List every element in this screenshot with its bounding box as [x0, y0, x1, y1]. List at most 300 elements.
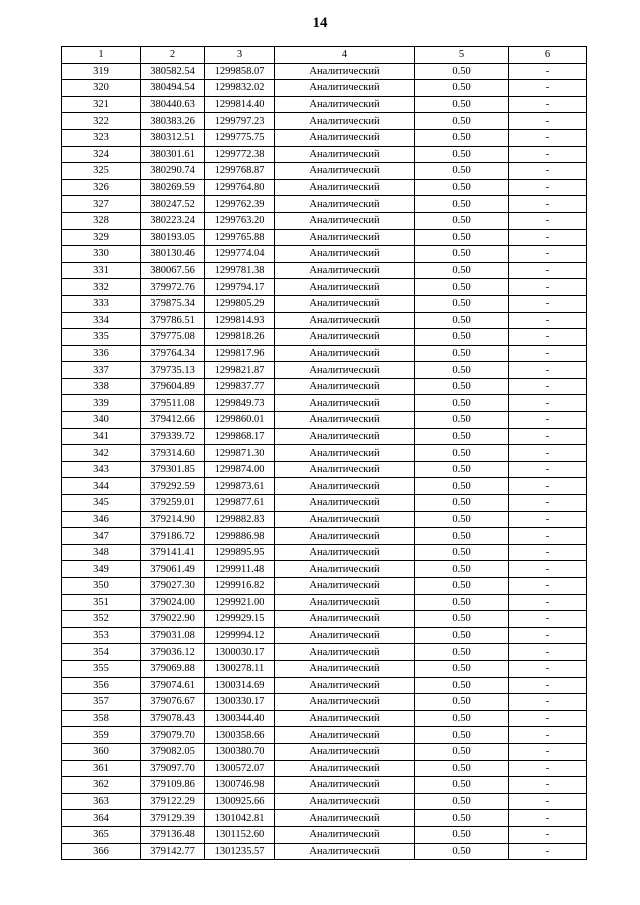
table-cell-col-4: Аналитический — [275, 262, 415, 279]
table-cell-col-4: Аналитический — [275, 495, 415, 512]
table-cell-col-2: 379314.60 — [141, 445, 205, 462]
table-cell-col-6: - — [509, 727, 587, 744]
table-cell-col-3: 1299832.02 — [205, 80, 275, 97]
table-cell-col-4: Аналитический — [275, 594, 415, 611]
table-cell-col-5: 0.50 — [415, 743, 509, 760]
table-cell-col-4: Аналитический — [275, 777, 415, 794]
table-cell-col-6: - — [509, 63, 587, 80]
table-cell-col-5: 0.50 — [415, 627, 509, 644]
table-cell-col-1: 357 — [62, 694, 141, 711]
table-cell-col-1: 333 — [62, 295, 141, 312]
table-cell-col-1: 320 — [62, 80, 141, 97]
table-cell-col-1: 356 — [62, 677, 141, 694]
table-cell-col-5: 0.50 — [415, 511, 509, 528]
table-cell-col-1: 330 — [62, 246, 141, 263]
table-cell-col-1: 360 — [62, 743, 141, 760]
table-cell-col-4: Аналитический — [275, 826, 415, 843]
table-cell-col-1: 328 — [62, 212, 141, 229]
table-cell-col-2: 379122.29 — [141, 793, 205, 810]
table-cell-col-6: - — [509, 478, 587, 495]
table-cell-col-1: 321 — [62, 96, 141, 113]
table-cell-col-2: 379076.67 — [141, 694, 205, 711]
table-cell-col-2: 380301.61 — [141, 146, 205, 163]
table-cell-col-5: 0.50 — [415, 544, 509, 561]
table-cell-col-1: 327 — [62, 196, 141, 213]
table-cell-col-6: - — [509, 810, 587, 827]
table-cell-col-4: Аналитический — [275, 329, 415, 346]
table-cell-col-4: Аналитический — [275, 378, 415, 395]
table-cell-col-2: 379031.08 — [141, 627, 205, 644]
table-cell-col-4: Аналитический — [275, 146, 415, 163]
table-cell-col-3: 1300314.69 — [205, 677, 275, 694]
table-cell-col-3: 1300358.66 — [205, 727, 275, 744]
table-cell-col-6: - — [509, 428, 587, 445]
table-row — [62, 428, 587, 445]
table-cell-col-5: 0.50 — [415, 843, 509, 860]
table-cell-col-3: 1299871.30 — [205, 445, 275, 462]
table-cell-col-4: Аналитический — [275, 461, 415, 478]
table-cell-col-5: 0.50 — [415, 644, 509, 661]
table-row — [62, 279, 587, 296]
table-cell-col-1: 361 — [62, 760, 141, 777]
table-cell-col-5: 0.50 — [415, 96, 509, 113]
table-cell-col-1: 349 — [62, 561, 141, 578]
table-row — [62, 362, 587, 379]
table-cell-col-5: 0.50 — [415, 179, 509, 196]
table-row — [62, 179, 587, 196]
table-cell-col-5: 0.50 — [415, 395, 509, 412]
table-cell-col-2: 379141.41 — [141, 544, 205, 561]
table-cell-col-6: - — [509, 461, 587, 478]
table-cell-col-2: 379786.51 — [141, 312, 205, 329]
table-cell-col-1: 338 — [62, 378, 141, 395]
table-row — [62, 694, 587, 711]
table-cell-col-1: 346 — [62, 511, 141, 528]
table-cell-col-1: 345 — [62, 495, 141, 512]
table-row — [62, 163, 587, 180]
table-cell-col-2: 379735.13 — [141, 362, 205, 379]
table-cell-col-3: 1299994.12 — [205, 627, 275, 644]
table-cell-col-5: 0.50 — [415, 677, 509, 694]
table-cell-col-2: 380223.24 — [141, 212, 205, 229]
table-cell-col-6: - — [509, 544, 587, 561]
table-cell-col-6: - — [509, 627, 587, 644]
table-cell-col-3: 1300278.11 — [205, 660, 275, 677]
table-cell-col-1: 354 — [62, 644, 141, 661]
table-row — [62, 378, 587, 395]
table-cell-col-5: 0.50 — [415, 378, 509, 395]
table-cell-col-5: 0.50 — [415, 146, 509, 163]
table-cell-col-2: 380269.59 — [141, 179, 205, 196]
table-row — [62, 826, 587, 843]
table-cell-col-4: Аналитический — [275, 627, 415, 644]
table-cell-col-5: 0.50 — [415, 428, 509, 445]
table-cell-col-6: - — [509, 511, 587, 528]
table-cell-col-3: 1300344.40 — [205, 710, 275, 727]
table-row — [62, 578, 587, 595]
table-cell-col-3: 1299849.73 — [205, 395, 275, 412]
table-cell-col-4: Аналитический — [275, 710, 415, 727]
coordinates-table — [61, 46, 587, 860]
table-cell-col-5: 0.50 — [415, 63, 509, 80]
table-cell-col-3: 1299763.20 — [205, 212, 275, 229]
table-cell-col-1: 351 — [62, 594, 141, 611]
table-row — [62, 80, 587, 97]
table-cell-col-4: Аналитический — [275, 478, 415, 495]
table-cell-col-5: 0.50 — [415, 229, 509, 246]
table-cell-col-1: 358 — [62, 710, 141, 727]
table-cell-col-1: 343 — [62, 461, 141, 478]
table-cell-col-2: 379097.70 — [141, 760, 205, 777]
table-cell-col-6: - — [509, 113, 587, 130]
table-cell-col-1: 352 — [62, 611, 141, 628]
table-cell-col-1: 341 — [62, 428, 141, 445]
table-row — [62, 544, 587, 561]
table-cell-col-4: Аналитический — [275, 528, 415, 545]
table-cell-col-3: 1299814.40 — [205, 96, 275, 113]
table-cell-col-5: 0.50 — [415, 594, 509, 611]
table-cell-col-5: 0.50 — [415, 777, 509, 794]
table-cell-col-1: 364 — [62, 810, 141, 827]
table-cell-col-3: 1299882.83 — [205, 511, 275, 528]
table-cell-col-3: 1301042.81 — [205, 810, 275, 827]
table-cell-col-5: 0.50 — [415, 611, 509, 628]
table-cell-col-5: 0.50 — [415, 113, 509, 130]
table-cell-col-2: 379036.12 — [141, 644, 205, 661]
table-cell-col-5: 0.50 — [415, 727, 509, 744]
table-cell-col-4: Аналитический — [275, 345, 415, 362]
table-cell-col-2: 379292.59 — [141, 478, 205, 495]
table-cell-col-5: 0.50 — [415, 196, 509, 213]
table-cell-col-1: 319 — [62, 63, 141, 80]
table-cell-col-4: Аналитический — [275, 727, 415, 744]
table-cell-col-2: 380193.05 — [141, 229, 205, 246]
table-cell-col-4: Аналитический — [275, 362, 415, 379]
table-row — [62, 777, 587, 794]
table-cell-col-6: - — [509, 129, 587, 146]
table-cell-col-4: Аналитический — [275, 445, 415, 462]
table-cell-col-5: 0.50 — [415, 412, 509, 429]
table-cell-col-1: 363 — [62, 793, 141, 810]
table-cell-col-4: Аналитический — [275, 843, 415, 860]
table-cell-col-2: 379074.61 — [141, 677, 205, 694]
table-cell-col-2: 379775.08 — [141, 329, 205, 346]
table-cell-col-3: 1299877.61 — [205, 495, 275, 512]
table-row — [62, 113, 587, 130]
table-cell-col-4: Аналитический — [275, 694, 415, 711]
table-row — [62, 262, 587, 279]
table-cell-col-3: 1299911.48 — [205, 561, 275, 578]
table-cell-col-3: 1299858.07 — [205, 63, 275, 80]
table-row — [62, 395, 587, 412]
table-cell-col-1: 359 — [62, 727, 141, 744]
table-cell-col-5: 0.50 — [415, 478, 509, 495]
table-cell-col-4: Аналитический — [275, 63, 415, 80]
table-cell-col-4: Аналитический — [275, 760, 415, 777]
table-cell-col-4: Аналитический — [275, 660, 415, 677]
table-row — [62, 677, 587, 694]
table-row — [62, 63, 587, 80]
table-cell-col-4: Аналитический — [275, 428, 415, 445]
table-cell-col-2: 379078.43 — [141, 710, 205, 727]
table-cell-col-5: 0.50 — [415, 163, 509, 180]
table-cell-col-3: 1299817.96 — [205, 345, 275, 362]
table-cell-col-5: 0.50 — [415, 694, 509, 711]
table-cell-col-2: 379027.30 — [141, 578, 205, 595]
table-cell-col-1: 335 — [62, 329, 141, 346]
table-cell-col-5: 0.50 — [415, 329, 509, 346]
table-cell-col-5: 0.50 — [415, 312, 509, 329]
table-cell-col-5: 0.50 — [415, 793, 509, 810]
table-cell-col-1: 337 — [62, 362, 141, 379]
table-row — [62, 295, 587, 312]
table-cell-col-5: 0.50 — [415, 578, 509, 595]
column-header-3: 3 — [205, 47, 275, 64]
table-cell-col-2: 379972.76 — [141, 279, 205, 296]
table-cell-col-3: 1299895.95 — [205, 544, 275, 561]
table-cell-col-2: 380383.26 — [141, 113, 205, 130]
table-cell-col-4: Аналитический — [275, 511, 415, 528]
table-cell-col-1: 334 — [62, 312, 141, 329]
column-header-6: 6 — [509, 47, 587, 64]
table-row — [62, 710, 587, 727]
table-cell-col-3: 1299781.38 — [205, 262, 275, 279]
table-cell-col-1: 353 — [62, 627, 141, 644]
table-cell-col-4: Аналитический — [275, 810, 415, 827]
table-cell-col-5: 0.50 — [415, 561, 509, 578]
table-cell-col-6: - — [509, 378, 587, 395]
table-row — [62, 594, 587, 611]
table-cell-col-3: 1299814.93 — [205, 312, 275, 329]
table-row — [62, 495, 587, 512]
table-row — [62, 146, 587, 163]
table-cell-col-2: 380440.63 — [141, 96, 205, 113]
table-cell-col-1: 325 — [62, 163, 141, 180]
table-cell-col-6: - — [509, 80, 587, 97]
table-cell-col-4: Аналитический — [275, 793, 415, 810]
table-cell-col-3: 1299929.15 — [205, 611, 275, 628]
table-cell-col-1: 362 — [62, 777, 141, 794]
table-cell-col-6: - — [509, 743, 587, 760]
table-cell-col-4: Аналитический — [275, 229, 415, 246]
table-cell-col-2: 379136.48 — [141, 826, 205, 843]
table-cell-col-2: 380494.54 — [141, 80, 205, 97]
table-cell-col-5: 0.50 — [415, 279, 509, 296]
table-cell-col-4: Аналитический — [275, 113, 415, 130]
table-row — [62, 627, 587, 644]
column-header-4: 4 — [275, 47, 415, 64]
table-cell-col-4: Аналитический — [275, 677, 415, 694]
table-cell-col-4: Аналитический — [275, 212, 415, 229]
table-cell-col-6: - — [509, 412, 587, 429]
column-header-2: 2 — [141, 47, 205, 64]
table-cell-col-3: 1299764.80 — [205, 179, 275, 196]
table-cell-col-2: 379186.72 — [141, 528, 205, 545]
table-cell-col-3: 1299805.29 — [205, 295, 275, 312]
table-cell-col-1: 331 — [62, 262, 141, 279]
table-cell-col-5: 0.50 — [415, 129, 509, 146]
table-cell-col-5: 0.50 — [415, 810, 509, 827]
table-cell-col-6: - — [509, 793, 587, 810]
table-cell-col-2: 380290.74 — [141, 163, 205, 180]
table-cell-col-3: 1299768.87 — [205, 163, 275, 180]
table-cell-col-3: 1299765.88 — [205, 229, 275, 246]
table-cell-col-6: - — [509, 345, 587, 362]
table-cell-col-3: 1300925.66 — [205, 793, 275, 810]
table-cell-col-6: - — [509, 528, 587, 545]
table-cell-col-6: - — [509, 611, 587, 628]
table-row — [62, 445, 587, 462]
table-row — [62, 312, 587, 329]
table-cell-col-1: 339 — [62, 395, 141, 412]
table-cell-col-6: - — [509, 644, 587, 661]
table-cell-col-4: Аналитический — [275, 279, 415, 296]
table-cell-col-2: 380130.46 — [141, 246, 205, 263]
table-cell-col-4: Аналитический — [275, 246, 415, 263]
table-cell-col-5: 0.50 — [415, 528, 509, 545]
table-row — [62, 561, 587, 578]
table-cell-col-4: Аналитический — [275, 80, 415, 97]
table-cell-col-2: 379129.39 — [141, 810, 205, 827]
column-header-5: 5 — [415, 47, 509, 64]
table-row — [62, 511, 587, 528]
table-row — [62, 727, 587, 744]
table-cell-col-1: 322 — [62, 113, 141, 130]
table-cell-col-6: - — [509, 495, 587, 512]
table-cell-col-2: 379079.70 — [141, 727, 205, 744]
table-cell-col-5: 0.50 — [415, 80, 509, 97]
table-cell-col-2: 379024.00 — [141, 594, 205, 611]
table-cell-col-2: 379604.89 — [141, 378, 205, 395]
table-cell-col-5: 0.50 — [415, 710, 509, 727]
table-cell-col-6: - — [509, 212, 587, 229]
page-number: 14 — [312, 15, 328, 31]
table-cell-col-5: 0.50 — [415, 345, 509, 362]
table-cell-col-6: - — [509, 262, 587, 279]
table-cell-col-1: 347 — [62, 528, 141, 545]
table-row — [62, 96, 587, 113]
table-cell-col-1: 329 — [62, 229, 141, 246]
table-cell-col-5: 0.50 — [415, 212, 509, 229]
table-cell-col-2: 379142.77 — [141, 843, 205, 860]
table-cell-col-2: 379511.08 — [141, 395, 205, 412]
table-cell-col-3: 1300030.17 — [205, 644, 275, 661]
table-cell-col-4: Аналитический — [275, 163, 415, 180]
table-cell-col-3: 1299774.04 — [205, 246, 275, 263]
table-cell-col-4: Аналитический — [275, 295, 415, 312]
table-cell-col-4: Аналитический — [275, 561, 415, 578]
table-cell-col-3: 1301235.57 — [205, 843, 275, 860]
table-cell-col-1: 324 — [62, 146, 141, 163]
table-cell-col-2: 379764.34 — [141, 345, 205, 362]
table-cell-col-5: 0.50 — [415, 760, 509, 777]
table-row — [62, 129, 587, 146]
table-cell-col-1: 332 — [62, 279, 141, 296]
table-cell-col-3: 1299868.17 — [205, 428, 275, 445]
table-cell-col-3: 1299797.23 — [205, 113, 275, 130]
table-cell-col-2: 379875.34 — [141, 295, 205, 312]
table-cell-col-6: - — [509, 660, 587, 677]
table-cell-col-2: 379069.88 — [141, 660, 205, 677]
table-row — [62, 329, 587, 346]
table-cell-col-1: 340 — [62, 412, 141, 429]
table-cell-col-3: 1299821.87 — [205, 362, 275, 379]
table-cell-col-6: - — [509, 826, 587, 843]
table-row — [62, 478, 587, 495]
table-cell-col-4: Аналитический — [275, 544, 415, 561]
table-cell-col-6: - — [509, 196, 587, 213]
table-cell-col-3: 1300746.98 — [205, 777, 275, 794]
table-cell-col-3: 1299886.98 — [205, 528, 275, 545]
table-cell-col-3: 1299837.77 — [205, 378, 275, 395]
table-cell-col-6: - — [509, 246, 587, 263]
table-cell-col-6: - — [509, 677, 587, 694]
table-cell-col-5: 0.50 — [415, 660, 509, 677]
table-cell-col-4: Аналитический — [275, 96, 415, 113]
table-cell-col-1: 366 — [62, 843, 141, 860]
table-cell-col-2: 380582.54 — [141, 63, 205, 80]
table-cell-col-3: 1299860.01 — [205, 412, 275, 429]
table-row — [62, 743, 587, 760]
table-cell-col-5: 0.50 — [415, 246, 509, 263]
table-cell-col-2: 380312.51 — [141, 129, 205, 146]
table-row — [62, 412, 587, 429]
table-cell-col-2: 379339.72 — [141, 428, 205, 445]
table-cell-col-5: 0.50 — [415, 461, 509, 478]
table-row — [62, 345, 587, 362]
table-cell-col-4: Аналитический — [275, 412, 415, 429]
table-header-row — [62, 47, 587, 64]
table-row — [62, 793, 587, 810]
table-row — [62, 196, 587, 213]
table-cell-col-6: - — [509, 279, 587, 296]
table-cell-col-6: - — [509, 395, 587, 412]
table-cell-col-6: - — [509, 777, 587, 794]
table-cell-col-5: 0.50 — [415, 826, 509, 843]
table-cell-col-2: 379109.86 — [141, 777, 205, 794]
table-cell-col-3: 1299772.38 — [205, 146, 275, 163]
table-cell-col-3: 1299874.00 — [205, 461, 275, 478]
table-cell-col-1: 336 — [62, 345, 141, 362]
table-cell-col-2: 379412.66 — [141, 412, 205, 429]
table-cell-col-3: 1299921.00 — [205, 594, 275, 611]
table-cell-col-6: - — [509, 578, 587, 595]
table-row — [62, 843, 587, 860]
table-cell-col-3: 1300380.70 — [205, 743, 275, 760]
table-cell-col-6: - — [509, 96, 587, 113]
table-cell-col-4: Аналитический — [275, 312, 415, 329]
table-cell-col-1: 350 — [62, 578, 141, 595]
table-cell-col-5: 0.50 — [415, 495, 509, 512]
table-cell-col-1: 348 — [62, 544, 141, 561]
table-cell-col-6: - — [509, 594, 587, 611]
table-cell-col-2: 380247.52 — [141, 196, 205, 213]
table-cell-col-4: Аналитический — [275, 196, 415, 213]
table-cell-col-6: - — [509, 843, 587, 860]
table-cell-col-4: Аналитический — [275, 644, 415, 661]
table-cell-col-6: - — [509, 163, 587, 180]
table-row — [62, 611, 587, 628]
table-cell-col-1: 342 — [62, 445, 141, 462]
table-row — [62, 212, 587, 229]
table-cell-col-3: 1300572.07 — [205, 760, 275, 777]
table-cell-col-6: - — [509, 561, 587, 578]
table-cell-col-2: 379301.85 — [141, 461, 205, 478]
table-cell-col-6: - — [509, 694, 587, 711]
table-cell-col-6: - — [509, 329, 587, 346]
table-body — [62, 63, 587, 860]
table-cell-col-5: 0.50 — [415, 295, 509, 312]
